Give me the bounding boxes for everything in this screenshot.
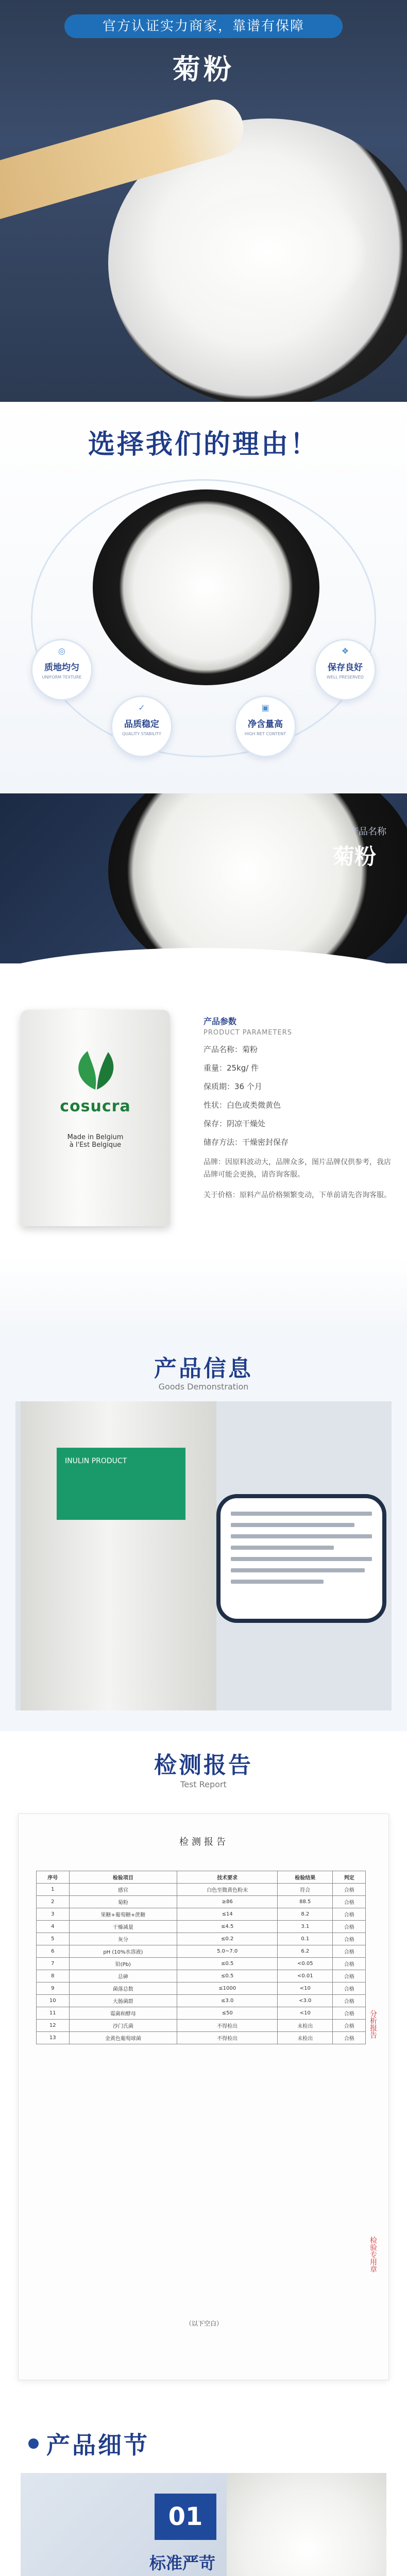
report-cell: 2: [37, 1896, 70, 1908]
product-info-subtitle: Goods Demonstration: [158, 1382, 249, 1392]
report-cell: 白色至微黄色粉末: [177, 1884, 278, 1896]
banner-subtitle: 产品名称: [349, 826, 386, 837]
report-cell: 5.0~7.0: [177, 1945, 278, 1958]
param-price-note: 关于价格：原料产品价格频繁变动，下单前请先咨询客服。: [204, 1191, 391, 1199]
report-cell: ≤0.5: [177, 1958, 278, 1970]
detail-title: 产品细节: [46, 2431, 149, 2459]
certified-seller-ribbon: 官方认证实力商家，靠谱有保障: [64, 14, 343, 38]
report-cell: 未检出: [278, 2032, 333, 2044]
zoom-text-line: [231, 1568, 365, 1572]
test-report-title: 检测报告: [154, 1752, 253, 1778]
param-weight: 重量：25kg/ 件: [204, 1063, 259, 1073]
report-cell: 5: [37, 1933, 70, 1945]
why-choose-section: [0, 402, 407, 793]
report-cell: ≥86: [177, 1896, 278, 1908]
report-cell: 不得检出: [177, 2020, 278, 2032]
report-cell: 感官: [69, 1884, 177, 1896]
hero-section: [0, 0, 407, 402]
title-bullet-icon: [26, 2436, 41, 2451]
report-cell: 3: [37, 1908, 70, 1921]
report-cell: 7: [37, 1958, 70, 1970]
test-report-section: [0, 1731, 407, 2411]
param-storage-method: 储存方法：干燥密封保存: [204, 1138, 289, 1147]
zoom-text-line: [231, 1512, 372, 1516]
report-cell: ≤50: [177, 2007, 278, 2020]
report-cell: 合格: [333, 1933, 366, 1945]
report-cell: 灰分: [69, 1933, 177, 1945]
report-cell: 4: [37, 1921, 70, 1933]
parameters-heading: 产品参数: [204, 1016, 237, 1026]
report-row: [37, 1921, 366, 1933]
report-cell: 12: [37, 2020, 70, 2032]
parameters-banner: [0, 793, 407, 963]
test-report-subtitle: Test Report: [180, 1780, 227, 1789]
report-cell: 0.1: [278, 1933, 333, 1945]
report-row: [37, 2032, 366, 2044]
report-cell: 符合: [278, 1884, 333, 1896]
report-cell: ≤4.5: [177, 1921, 278, 1933]
report-cell: ≤0.5: [177, 1970, 278, 1982]
zoom-text-line: [231, 1534, 372, 1538]
product-info-title: 产品信息: [154, 1355, 253, 1382]
param-brand-note: 品牌：因原料波动大，品牌众多，图片品牌仅供参考，我店品牌可能会更换，请咨询客服。: [204, 1158, 391, 1179]
product-detail-section: [0, 2411, 407, 2576]
report-cell: 8.2: [278, 1908, 333, 1921]
report-cell: 13: [37, 2032, 70, 2044]
card-number: 01: [155, 2494, 216, 2540]
report-cell: <3.0: [278, 1995, 333, 2007]
report-cell: 菌落总数: [69, 1982, 177, 1995]
report-cell: 9: [37, 1982, 70, 1995]
feature-high-net-content: ▣ 净含量高 HIGH NET CONTENT: [234, 696, 296, 757]
report-cell: 沙门氏菌: [69, 2020, 177, 2032]
report-row: [37, 2020, 366, 2032]
powder-plate-image: [93, 489, 319, 685]
zoom-text-line: [231, 1546, 334, 1550]
why-choose-title: 选择我们的理由！: [88, 429, 319, 460]
report-cell: 铅(Pb): [69, 1958, 177, 1970]
report-cell: 合格: [333, 1945, 366, 1958]
report-header-row: 序号 检验项目 技术要求 检验结果 判定: [37, 1871, 366, 1884]
report-cell: 金黄色葡萄球菌: [69, 2032, 177, 2044]
product-bag-image: [21, 1010, 170, 1226]
param-name: 产品名称：菊粉: [204, 1045, 258, 1054]
report-document-heading: 检测报告: [179, 1837, 229, 1848]
hero-title: 菊粉: [173, 53, 234, 86]
hero-powder-image: [170, 185, 366, 319]
report-cell: 88.5: [278, 1896, 333, 1908]
report-cell: 菊粉: [69, 1896, 177, 1908]
detail-card-1: [21, 2473, 386, 2576]
report-cell: 干燥减量: [69, 1921, 177, 1933]
report-cell: 合格: [333, 1995, 366, 2007]
report-cell: 果糖+葡萄糖+蔗糖: [69, 1908, 177, 1921]
report-cell: 合格: [333, 1921, 366, 1933]
report-cell: 合格: [333, 1908, 366, 1921]
report-cell: 8: [37, 1970, 70, 1982]
section-divider-band: [0, 1257, 407, 1334]
report-cell: 不得检出: [177, 2032, 278, 2044]
feature-quality-stability: ✓ 品质稳定 QUALITY STABILITY: [111, 696, 173, 757]
zoom-text-line: [231, 1580, 324, 1584]
cosucra-leaf-logo: [67, 1046, 124, 1092]
zoom-text-line: [231, 1557, 372, 1561]
report-cell: 合格: [333, 2020, 366, 2032]
card-powder-image: [227, 2473, 386, 2576]
report-cell: 合格: [333, 1958, 366, 1970]
param-shelf-life: 保质期：36 个月: [204, 1082, 262, 1091]
report-cell: 总砷: [69, 1970, 177, 1982]
report-cell: 合格: [333, 2007, 366, 2020]
report-cell: 1: [37, 1884, 70, 1896]
report-cell: 11: [37, 2007, 70, 2020]
bag-origin-text: Made in Belgium à l'Est Belgique: [67, 1133, 124, 1149]
inulin-bag-image: [21, 1401, 216, 1710]
report-cell: 大肠菌群: [69, 1995, 177, 2007]
param-storage: 保存：阴凉干燥处: [204, 1119, 266, 1128]
parameters-list: [204, 1015, 394, 1201]
report-cell: ≤14: [177, 1908, 278, 1921]
detail-title-wrap: [26, 2427, 149, 2463]
report-cell: 10: [37, 1995, 70, 2007]
report-cell: <0.05: [278, 1958, 333, 1970]
label-zoom-inset: [216, 1494, 386, 1623]
report-cell: ≤3.0: [177, 1995, 278, 2007]
bag-green-label: INULIN PRODUCT: [57, 1448, 185, 1520]
report-row: [37, 1982, 366, 1995]
report-row: [37, 1884, 366, 1896]
report-cell: 6: [37, 1945, 70, 1958]
report-cell: ≤0.2: [177, 1933, 278, 1945]
quality-icon: ✓: [138, 703, 145, 713]
report-row: [37, 1908, 366, 1921]
report-row: [37, 2007, 366, 2020]
report-cell: <0.01: [278, 1970, 333, 1982]
report-row: [37, 1995, 366, 2007]
feature-uniform-texture: ◎ 质地均匀 UNIFORM TEXTURE: [31, 639, 93, 701]
test-report-document: [18, 1814, 389, 2380]
report-cell: 未检出: [278, 2020, 333, 2032]
bag-brand-text: cosucra: [60, 1097, 131, 1115]
zoom-text-line: [231, 1523, 354, 1527]
storage-icon: ❖: [341, 646, 349, 656]
report-cell: ≤1000: [177, 1982, 278, 1995]
report-cell: 霉菌和酵母: [69, 2007, 177, 2020]
report-cell: 合格: [333, 1884, 366, 1896]
parameters-heading-en: PRODUCT PARAMETERS: [204, 1029, 292, 1037]
report-stamp-seal: 检验专用章: [369, 2236, 377, 2273]
feature-well-preserved: ❖ 保存良好 WELL PRESERVED: [314, 639, 376, 701]
product-info-section: [0, 1334, 407, 1731]
report-row: [37, 1933, 366, 1945]
report-cell: 合格: [333, 1982, 366, 1995]
banner-title: 菊粉: [332, 844, 376, 869]
card-title: 标准严苛: [149, 2553, 216, 2573]
report-row: [37, 1958, 366, 1970]
report-row: [37, 1970, 366, 1982]
report-cell: 合格: [333, 1896, 366, 1908]
report-cell: <10: [278, 1982, 333, 1995]
report-cell: 合格: [333, 1970, 366, 1982]
report-cell: 6.2: [278, 1945, 333, 1958]
report-cell: pH (10%水溶液): [69, 1945, 177, 1958]
report-row: [37, 1896, 366, 1908]
texture-icon: ◎: [58, 646, 65, 656]
report-table: [36, 1871, 366, 2044]
weight-icon: ▣: [261, 703, 269, 713]
report-row: [37, 1945, 366, 1958]
report-cell: 合格: [333, 2032, 366, 2044]
param-appearance: 性状：白色或类微黄色: [204, 1100, 281, 1110]
report-table-body: [37, 1884, 366, 2044]
product-info-image: [15, 1401, 392, 1710]
report-footer: （以下空白）: [185, 2320, 223, 2327]
report-cell: 3.1: [278, 1921, 333, 1933]
report-cell: <10: [278, 2007, 333, 2020]
parameters-section: [0, 793, 407, 1334]
report-stamp: 分析报告: [369, 2010, 377, 2039]
